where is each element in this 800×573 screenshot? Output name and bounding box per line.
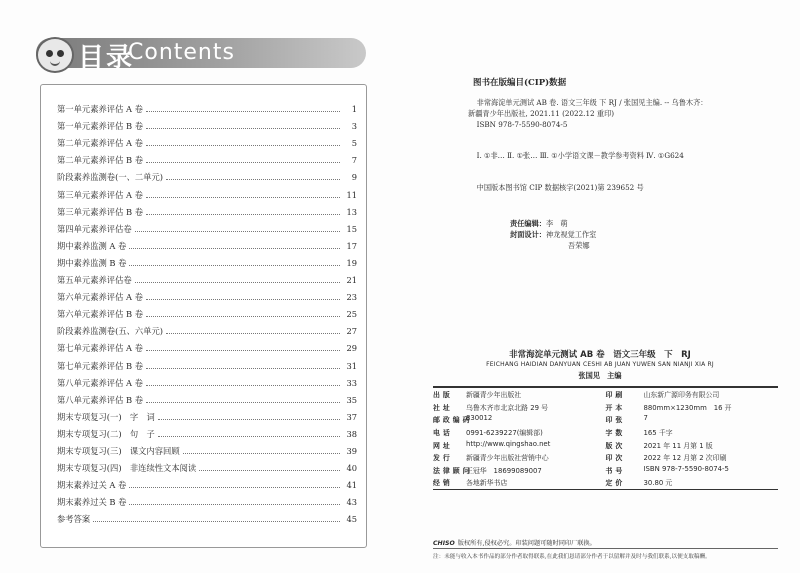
toc-item-title: 期末专项复习(一) 字 词: [57, 411, 155, 422]
pub-key: 印张: [605, 416, 626, 425]
toc-item-title: 第二单元素养评估 A 卷: [57, 138, 143, 149]
toc-leader: [166, 332, 340, 334]
toc-leader: [146, 196, 340, 198]
pub-row: [433, 476, 778, 489]
pub-key: 版次: [605, 441, 626, 450]
toc-row: [57, 319, 357, 336]
toc-leader: [146, 349, 340, 351]
toc-item-title: 阶段素养监测卷(五、六单元): [57, 326, 164, 337]
pub-key: 书号: [605, 466, 626, 475]
pub-value: 30.80 元: [643, 479, 673, 488]
cip-para1: 非常海淀单元测试 AB 卷. 语文三年级 下 RJ / 张国见主编. -- 乌鲁木齐：新疆青少年出版社, 2021.11 (2022.12 重印): [468, 98, 708, 118]
pub-value: 山东新广源印务有限公司: [643, 391, 720, 400]
toc-item-title: 第三单元素养评估 A 卷: [57, 189, 143, 200]
book-title: 非常海淀单元测试 AB 卷 语文三年级 下 RJ: [509, 350, 691, 360]
pub-value: ISBN 978-7-5590-8074-5: [643, 464, 729, 473]
pub-key: 邮政编码: [433, 416, 473, 425]
toc-header-subtitle: Contents: [128, 40, 235, 65]
pub-key: 印次: [605, 454, 626, 463]
toc-item-page: 37: [346, 411, 357, 422]
toc-leader: [146, 161, 340, 163]
toc-row: [57, 422, 357, 439]
toc-list: [57, 97, 357, 524]
toc-item-page: 40: [346, 463, 357, 474]
pub-row: [433, 388, 778, 401]
toc-item-page: 33: [346, 377, 357, 388]
pub-row: [433, 464, 778, 477]
toc-leader: [135, 281, 340, 283]
toc-box: [40, 84, 367, 548]
toc-item-page: 38: [346, 428, 357, 439]
toc-leader: [158, 435, 340, 437]
toc-leader: [146, 384, 340, 386]
toc-row: [57, 353, 357, 370]
pub-value: 各地新华书店: [466, 479, 508, 488]
pub-key: 出版: [433, 391, 453, 400]
toc-leader: [146, 298, 340, 300]
toc-item-page: 5: [351, 138, 357, 149]
toc-row: [57, 131, 357, 148]
toc-leader: [129, 486, 340, 488]
pub-value: 0991-6239227(编辑部): [466, 429, 543, 438]
toc-header-title: 目录: [78, 43, 135, 73]
toc-row: [57, 336, 357, 353]
toc-item-page: 17: [346, 240, 357, 251]
toc-row: [57, 114, 357, 131]
toc-item-title: 期末专项复习(三) 课文内容回顾: [57, 445, 180, 456]
toc-item-title: 第八单元素养评估 B 卷: [57, 394, 144, 405]
toc-row: [57, 388, 357, 405]
toc-row: [57, 302, 357, 319]
toc-item-page: 25: [346, 309, 357, 320]
toc-item-page: 35: [346, 394, 357, 405]
pub-value: 2021 年 11 月第 1 版: [643, 441, 713, 450]
toc-leader: [199, 469, 340, 471]
pub-value: 乌鲁木齐市北京北路 29 号: [466, 403, 549, 412]
toc-item-page: 19: [346, 257, 357, 268]
toc-item-title: 期末专项复习(二) 句 子: [57, 428, 155, 439]
publisher-logo: CHISO: [433, 540, 455, 547]
toc-item-title: 第一单元素养评估 A 卷: [57, 104, 143, 115]
toc-item-title: 第二单元素养评估 B 卷: [57, 155, 144, 166]
toc-item-page: 15: [346, 223, 357, 234]
pub-row: [433, 451, 778, 464]
divider: [433, 548, 778, 549]
toc-leader: [146, 315, 340, 317]
toc-item-page: 13: [346, 206, 357, 217]
pub-value: http://www.qingshao.net: [466, 439, 551, 448]
pub-value: 王冠华 18699089007: [466, 466, 542, 475]
toc-item-title: 期末素养过关 A 卷: [57, 480, 127, 491]
mascot-icon: [36, 37, 74, 73]
toc-leader: [146, 213, 340, 215]
toc-leader: [129, 503, 340, 505]
toc-item-title: 第五单元素养评估卷: [57, 275, 132, 286]
pub-key: 定价: [605, 479, 626, 488]
toc-item-page: 45: [346, 514, 357, 525]
toc-leader: [146, 367, 340, 369]
toc-item-page: 31: [346, 360, 357, 371]
pub-row: [433, 401, 778, 414]
toc-row: [57, 439, 357, 456]
toc-item-page: 23: [346, 292, 357, 303]
pub-value: 新疆青少年出版社营销中心: [466, 454, 549, 463]
toc-row: [57, 507, 357, 524]
pub-value: 880mm×1230mm 16 开: [643, 403, 732, 412]
toc-row: [57, 490, 357, 507]
toc-row: [57, 371, 357, 388]
toc-item-page: 1: [351, 104, 357, 115]
toc-item-title: 第七单元素养评估 B 卷: [57, 360, 144, 371]
toc-item-page: 3: [351, 121, 357, 132]
toc-row: [57, 148, 357, 165]
toc-leader: [183, 452, 340, 454]
toc-item-title: 期中素养监测 A 卷: [57, 240, 127, 251]
toc-item-title: 第四单元素养评估卷: [57, 223, 132, 234]
toc-row: [57, 200, 357, 217]
toc-leader: [129, 264, 340, 266]
toc-item-page: 27: [346, 326, 357, 337]
cip-title: 图书在版编目(CIP)数据: [473, 78, 567, 88]
toc-item-title: 期中素养监测 B 卷: [57, 257, 127, 268]
pub-key: 社址: [433, 403, 453, 412]
toc-item-title: 期末专项复习(四) 非连续性文本阅读: [57, 463, 197, 474]
toc-item-title: 第三单元素养评估 B 卷: [57, 206, 144, 217]
toc-item-title: 期末素养过关 B 卷: [57, 497, 127, 508]
pub-value: 830012: [466, 414, 493, 423]
toc-row: [57, 268, 357, 285]
toc-row: [57, 182, 357, 199]
cip-number: 中国版本图书馆 CIP 数据核字(2021)第 239652 号: [476, 183, 644, 192]
pub-value: 新疆青少年出版社: [466, 391, 522, 400]
copyright-page: [400, 0, 800, 573]
toc-item-page: 39: [346, 445, 357, 456]
toc-item-title: 第八单元素养评估 A 卷: [57, 377, 143, 388]
toc-leader: [146, 144, 340, 146]
cip-isbn: ISBN 978-7-5590-8074-5: [476, 120, 568, 129]
toc-leader: [158, 418, 340, 420]
pub-key: 发行: [433, 454, 453, 463]
toc-leader: [93, 520, 340, 522]
toc-item-page: 41: [346, 480, 357, 491]
toc-item-title: 第六单元素养评估 A 卷: [57, 292, 143, 303]
copyright-text: 版权所有,侵权必究。印装问题可随时同印厂联换。: [457, 540, 596, 547]
toc-item-title: 第七单元素养评估 A 卷: [57, 343, 143, 354]
pub-key: 印刷: [605, 391, 626, 400]
pub-row: [433, 426, 778, 439]
pub-key: 经销: [433, 479, 453, 488]
design-name: 神龙视觉工作室: [545, 230, 597, 239]
pub-row: [433, 438, 778, 451]
toc-item-page: 43: [346, 497, 357, 508]
editor-name: 李 萌: [545, 219, 568, 228]
book-pinyin: FEICHANG HAIDIAN DANYUAN CESHI AB JUAN YUWEN SAN NIANJI XIA RJ: [486, 361, 714, 368]
toc-leader: [129, 247, 340, 249]
toc-item-title: 阶段素养监测卷(一、二单元): [57, 172, 164, 183]
editor-label: 责任编辑：: [510, 219, 546, 228]
toc-item-page: 21: [346, 275, 357, 286]
toc-row: [57, 165, 357, 182]
pub-value: 165 千字: [643, 429, 673, 438]
pub-key: 字数: [605, 429, 626, 438]
toc-row: [57, 456, 357, 473]
toc-item-page: 7: [351, 155, 357, 166]
toc-leader: [146, 127, 340, 129]
design-name-2: 吾荣娜: [568, 241, 590, 250]
toc-item-title: 第六单元素养评估 B 卷: [57, 309, 144, 320]
toc-row: [57, 285, 357, 302]
toc-row: [57, 473, 357, 490]
toc-row: [57, 217, 357, 234]
toc-item-page: 9: [351, 172, 357, 183]
author-notice: 注：未能与收入本书作品的部分作者取得联系,在此我们恳请部分作者于以留解并及时与我们联系,以便支取稿酬。: [433, 554, 711, 560]
pub-key: 网址: [433, 441, 453, 450]
cip-classification: Ⅰ. ①非… Ⅱ. ①张… Ⅲ. ①小学语文课－教学参考资料 Ⅳ. ①G624: [476, 151, 684, 160]
pub-value: 2022 年 12 月第 2 次印刷: [643, 454, 727, 463]
toc-item-title: 参考答案: [57, 514, 91, 525]
toc-item-page: 11: [346, 189, 357, 200]
toc-item-title: 第一单元素养评估 B 卷: [57, 121, 144, 132]
book-author: 张国见 主编: [578, 371, 622, 380]
toc-item-page: 29: [346, 343, 357, 354]
copyright-notice: [433, 538, 596, 547]
publication-info-table: [433, 386, 778, 490]
toc-row: [57, 251, 357, 268]
cip-record: [468, 97, 708, 130]
toc-leader: [135, 230, 340, 232]
pub-row: [433, 413, 778, 426]
editor-credits: [510, 218, 596, 251]
toc-leader: [146, 401, 340, 403]
toc-row: [57, 234, 357, 251]
toc-leader: [166, 178, 340, 180]
pub-value: 7: [643, 414, 648, 423]
pub-key: 电话: [433, 429, 453, 438]
toc-leader: [146, 110, 340, 112]
design-label: 封面设计：: [510, 230, 546, 239]
pub-key: 法律顾问: [433, 466, 473, 475]
toc-row: [57, 97, 357, 114]
pub-key: 开本: [605, 403, 626, 412]
toc-row: [57, 405, 357, 422]
